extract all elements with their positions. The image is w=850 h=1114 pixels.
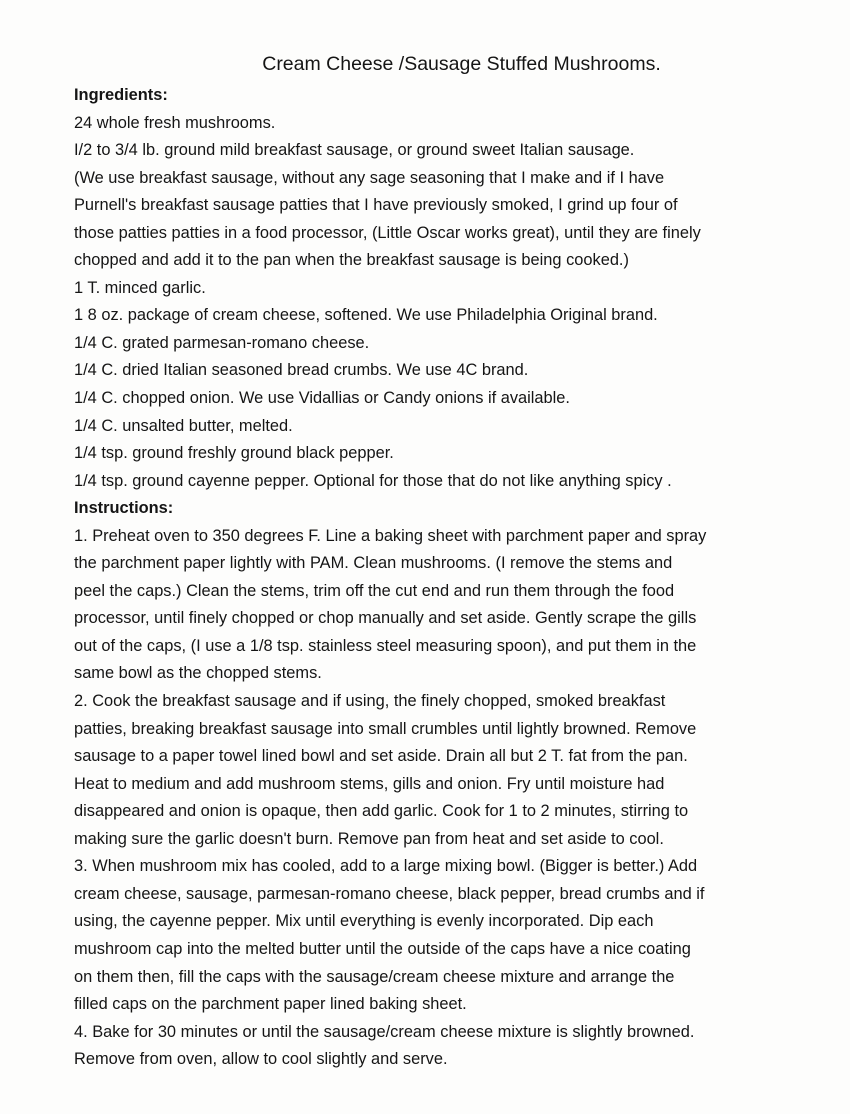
instruction-line: sausage to a paper towel lined bowl and set aside. Drain all but 2 T. fat from the pan. bbox=[74, 747, 688, 766]
ingredient-line: (We use breakfast sausage, without any sage seasoning that I make and if I have bbox=[74, 168, 665, 187]
ingredient-line: 1/4 tsp. ground cayenne pepper. Optional for those that do not like anything spicy . bbox=[74, 471, 672, 490]
instruction-line: cream cheese, sausage, parmesan-romano cheese, black pepper, bread crumbs and if bbox=[74, 884, 705, 903]
instruction-line: Heat to medium and add mushroom stems, gills and onion. Fry until moisture had bbox=[74, 774, 665, 793]
instruction-line: processor, until finely chopped or chop manually and set aside. Gently scrape the gills bbox=[74, 609, 697, 628]
ingredient-line: those patties patties in a food processor, (Little Oscar works great), until they are finely bbox=[74, 223, 701, 242]
instruction-line: Remove from oven, allow to cool slightly and serve. bbox=[74, 1050, 448, 1069]
instruction-line: peel the caps.) Clean the stems, trim off the cut end and run them through the food bbox=[74, 581, 675, 600]
ingredient-line: chopped and add it to the pan when the breakfast sausage is being cooked.) bbox=[74, 251, 629, 270]
instruction-line: making sure the garlic doesn't burn. Remove pan from heat and set aside to cool. bbox=[74, 829, 664, 848]
ingredient-line: 1 T. minced garlic. bbox=[74, 278, 206, 297]
ingredient-line: 1/4 tsp. ground freshly ground black pepper. bbox=[74, 444, 394, 463]
ingredients-heading: Ingredients: bbox=[74, 86, 168, 104]
ingredient-line: 1 8 oz. package of cream cheese, softened. We use Philadelphia Original brand. bbox=[74, 306, 658, 325]
instruction-line: on them then, fill the caps with the sausage/cream cheese mixture and arrange the bbox=[74, 967, 675, 986]
instruction-line: filled caps on the parchment paper lined baking sheet. bbox=[74, 995, 467, 1014]
instruction-line: 1. Preheat oven to 350 degrees F. Line a baking sheet with parchment paper and spray bbox=[74, 526, 707, 545]
recipe-body bbox=[74, 82, 834, 1074]
recipe-title: Cream Cheese /Sausage Stuffed Mushrooms. bbox=[262, 53, 661, 75]
ingredients-list bbox=[74, 110, 834, 496]
instructions-list bbox=[74, 523, 834, 1074]
ingredient-line: 1/4 C. dried Italian seasoned bread crumbs. We use 4C brand. bbox=[74, 361, 529, 380]
instruction-line: out of the caps, (I use a 1/8 tsp. stainless steel measuring spoon), and put them in the bbox=[74, 636, 697, 655]
instructions-heading: Instructions: bbox=[74, 499, 174, 518]
instruction-line: disappeared and onion is opaque, then add garlic. Cook for 1 to 2 minutes, stirring to bbox=[74, 802, 689, 821]
instruction-line: same bowl as the chopped stems. bbox=[74, 664, 322, 683]
instruction-line: using, the cayenne pepper. Mix until everything is evenly incorporated. Dip each bbox=[74, 912, 654, 931]
ingredient-line: I/2 to 3/4 lb. ground mild breakfast sausage, or ground sweet Italian sausage. bbox=[74, 141, 635, 160]
instruction-line: mushroom cap into the melted butter until the outside of the caps have a nice coating bbox=[74, 939, 691, 958]
ingredient-line: Purnell's breakfast sausage patties that I have previously smoked, I grind up four of bbox=[74, 196, 678, 215]
instruction-line: 2. Cook the breakfast sausage and if using, the finely chopped, smoked breakfast bbox=[74, 692, 666, 711]
instruction-line: 3. When mushroom mix has cooled, add to a large mixing bowl. (Bigger is better.) Add bbox=[74, 857, 698, 876]
ingredient-line: 24 whole fresh mushrooms. bbox=[74, 113, 276, 132]
instruction-line: the parchment paper lightly with PAM. Clean mushrooms. (I remove the stems and bbox=[74, 554, 673, 573]
ingredient-line: 1/4 C. unsalted butter, melted. bbox=[74, 416, 293, 435]
instruction-line: patties, breaking breakfast sausage into small crumbles until lightly browned. Remove bbox=[74, 719, 697, 738]
ingredient-line: 1/4 C. chopped onion. We use Vidallias or Candy onions if available. bbox=[74, 389, 570, 408]
instruction-line: 4. Bake for 30 minutes or until the sausage/cream cheese mixture is slightly browned. bbox=[74, 1022, 695, 1041]
ingredient-line: 1/4 C. grated parmesan-romano cheese. bbox=[74, 333, 370, 352]
